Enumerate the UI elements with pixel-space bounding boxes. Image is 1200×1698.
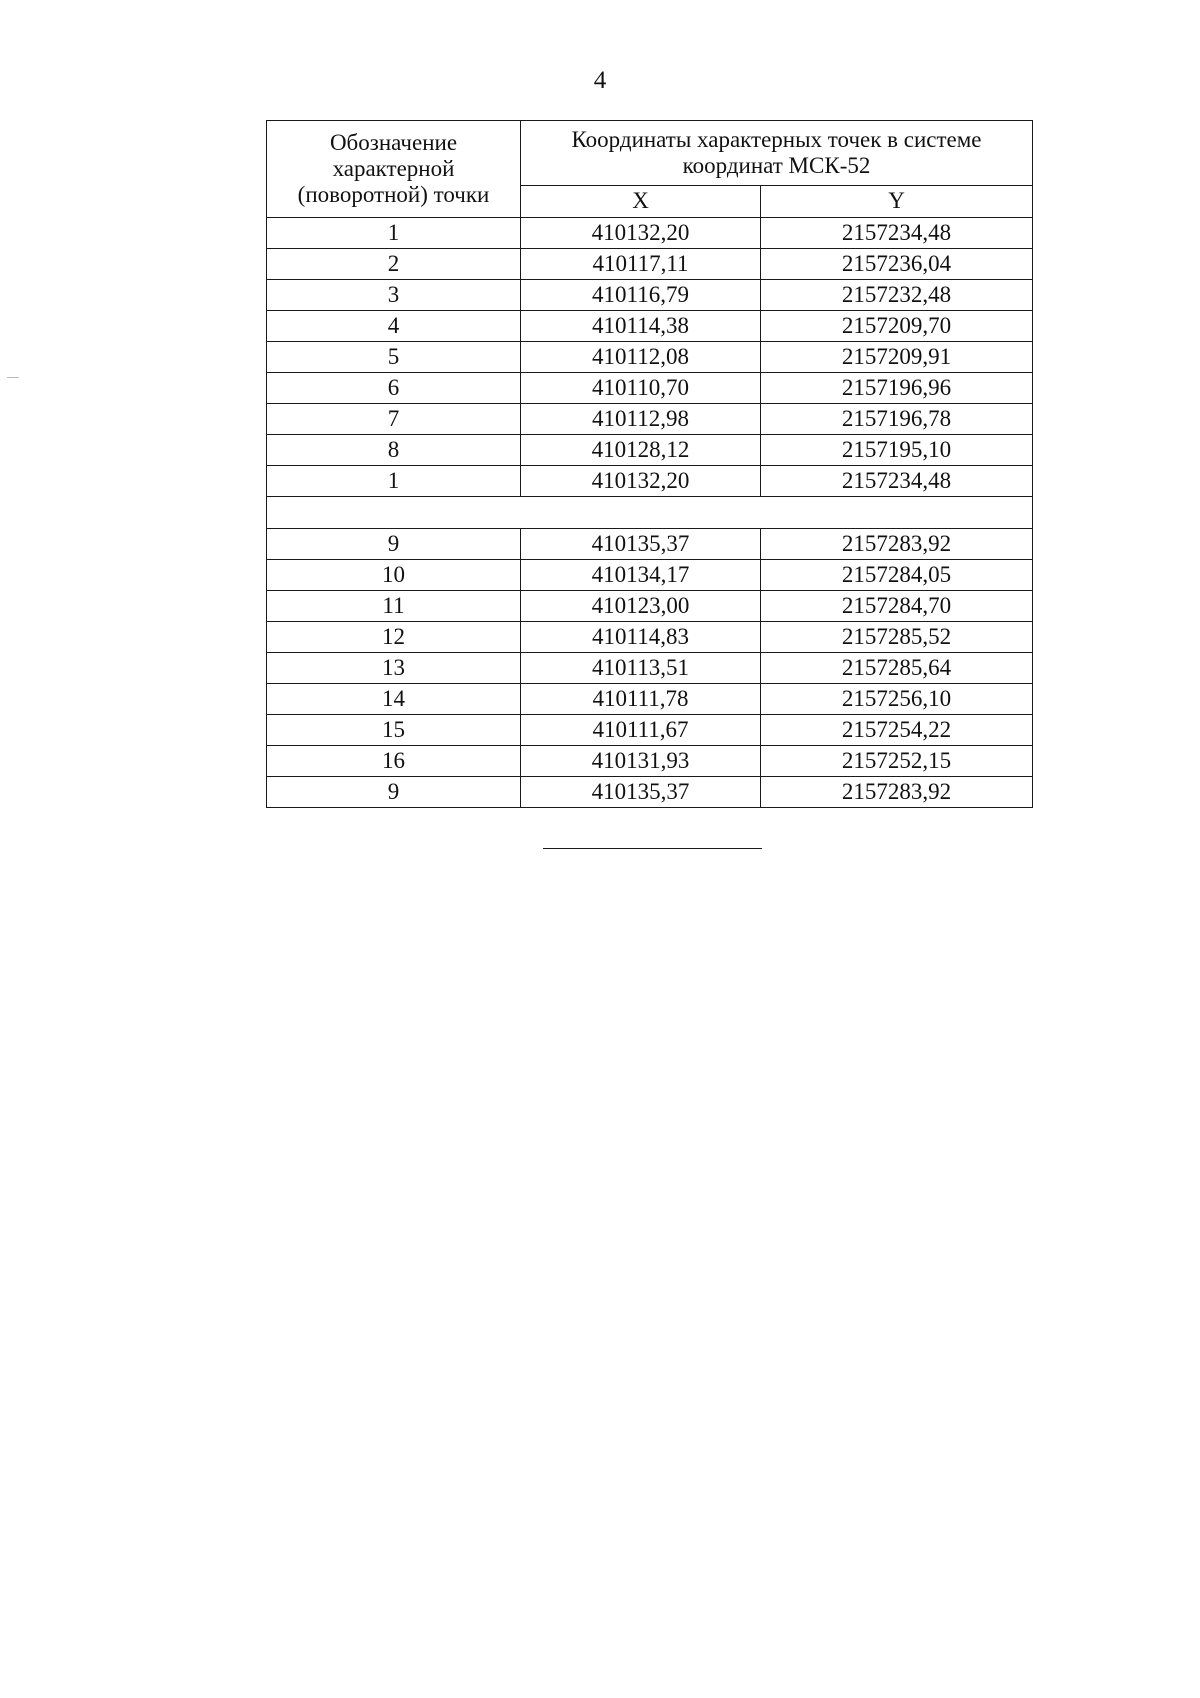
table-row — [267, 435, 1033, 466]
x-coordinate-cell: 410135,37 — [521, 777, 761, 808]
point-cell: 2 — [267, 249, 521, 280]
point-cell: 10 — [267, 560, 521, 591]
x-coordinate-cell: 410112,08 — [521, 342, 761, 373]
x-coordinate-cell: 410114,83 — [521, 622, 761, 653]
point-cell: 9 — [267, 529, 521, 560]
contour-separator-row — [267, 497, 1033, 529]
y-coordinate-cell: 2157196,96 — [761, 373, 1033, 404]
point-cell: 16 — [267, 746, 521, 777]
table-row — [267, 684, 1033, 715]
x-coordinate-cell: 410135,37 — [521, 529, 761, 560]
table-row — [267, 404, 1033, 435]
point-cell: 11 — [267, 591, 521, 622]
point-cell: 6 — [267, 373, 521, 404]
header-coordinates: Координаты характерных точек в системе координат МСК-52 — [521, 121, 1033, 186]
y-coordinate-cell: 2157254,22 — [761, 715, 1033, 746]
x-coordinate-cell: 410123,00 — [521, 591, 761, 622]
table-row — [267, 466, 1033, 497]
y-coordinate-cell: 2157285,52 — [761, 622, 1033, 653]
x-coordinate-cell: 410132,20 — [521, 218, 761, 249]
point-cell: 9 — [267, 777, 521, 808]
y-coordinate-cell: 2157283,92 — [761, 777, 1033, 808]
table-body — [267, 218, 1033, 808]
table-row — [267, 529, 1033, 560]
point-cell: 13 — [267, 653, 521, 684]
x-coordinate-cell: 410110,70 — [521, 373, 761, 404]
table-header-row — [267, 121, 1033, 186]
point-cell: 7 — [267, 404, 521, 435]
y-coordinate-cell: 2157234,48 — [761, 466, 1033, 497]
point-cell: 1 — [267, 466, 521, 497]
x-coordinate-cell: 410114,38 — [521, 311, 761, 342]
point-cell: 1 — [267, 218, 521, 249]
header-y: Y — [761, 185, 1033, 217]
table-row — [267, 560, 1033, 591]
table-row — [267, 777, 1033, 808]
x-coordinate-cell: 410134,17 — [521, 560, 761, 591]
y-coordinate-cell: 2157252,15 — [761, 746, 1033, 777]
separator-cell — [267, 497, 1033, 529]
x-coordinate-cell: 410112,98 — [521, 404, 761, 435]
point-cell: 4 — [267, 311, 521, 342]
table-row — [267, 622, 1033, 653]
table-row — [267, 280, 1033, 311]
table-row — [267, 342, 1033, 373]
x-coordinate-cell: 410128,12 — [521, 435, 761, 466]
y-coordinate-cell: 2157283,92 — [761, 529, 1033, 560]
x-coordinate-cell: 410131,93 — [521, 746, 761, 777]
point-cell: 3 — [267, 280, 521, 311]
y-coordinate-cell: 2157196,78 — [761, 404, 1033, 435]
table-row — [267, 591, 1033, 622]
coordinates-table — [266, 120, 1033, 808]
y-coordinate-cell: 2157236,04 — [761, 249, 1033, 280]
y-coordinate-cell: 2157285,64 — [761, 653, 1033, 684]
y-coordinate-cell: 2157195,10 — [761, 435, 1033, 466]
point-cell: 15 — [267, 715, 521, 746]
point-cell: 14 — [267, 684, 521, 715]
x-coordinate-cell: 410111,67 — [521, 715, 761, 746]
table-row — [267, 653, 1033, 684]
x-coordinate-cell: 410116,79 — [521, 280, 761, 311]
header-point-designation: Обозначение характерной (поворотной) точки — [267, 121, 521, 218]
header-x: X — [521, 185, 761, 217]
y-coordinate-cell: 2157209,70 — [761, 311, 1033, 342]
margin-mark — [7, 377, 19, 378]
table-row — [267, 373, 1033, 404]
x-coordinate-cell: 410132,20 — [521, 466, 761, 497]
point-cell: 12 — [267, 622, 521, 653]
x-coordinate-cell: 410111,78 — [521, 684, 761, 715]
table-row — [267, 249, 1033, 280]
end-of-document-line — [543, 848, 762, 849]
y-coordinate-cell: 2157284,05 — [761, 560, 1033, 591]
y-coordinate-cell: 2157284,70 — [761, 591, 1033, 622]
table-row — [267, 311, 1033, 342]
x-coordinate-cell: 410113,51 — [521, 653, 761, 684]
point-cell: 8 — [267, 435, 521, 466]
point-cell: 5 — [267, 342, 521, 373]
page-number: 4 — [593, 67, 607, 94]
y-coordinate-cell: 2157256,10 — [761, 684, 1033, 715]
table-row — [267, 746, 1033, 777]
table-row — [267, 715, 1033, 746]
y-coordinate-cell: 2157232,48 — [761, 280, 1033, 311]
x-coordinate-cell: 410117,11 — [521, 249, 761, 280]
y-coordinate-cell: 2157209,91 — [761, 342, 1033, 373]
table-row — [267, 218, 1033, 249]
y-coordinate-cell: 2157234,48 — [761, 218, 1033, 249]
